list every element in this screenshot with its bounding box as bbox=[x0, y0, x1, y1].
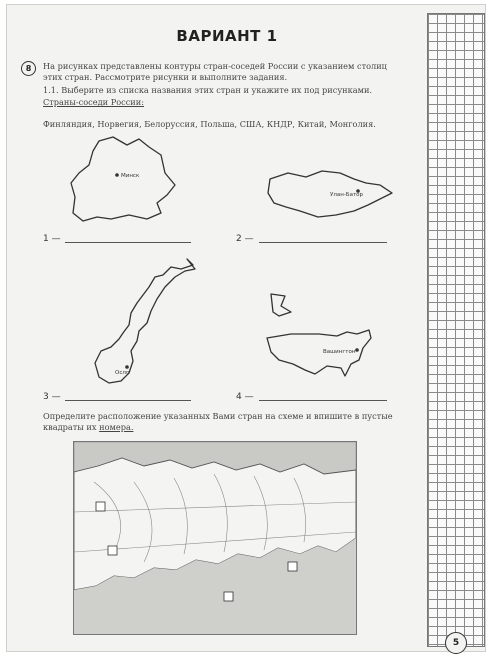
answer-line-4[interactable] bbox=[259, 400, 387, 401]
map-drawing bbox=[74, 442, 356, 634]
capital-washington-label: Вашингтон bbox=[323, 349, 356, 355]
country-outline-1 bbox=[65, 133, 195, 228]
subtask-instruction: 1.1. Выберите из списка названия этих стран и укажите их под рисунками. bbox=[43, 85, 373, 95]
contour-map-russia bbox=[73, 441, 357, 635]
answer-number-2: 2 — bbox=[236, 234, 254, 244]
country-outline-4 bbox=[261, 290, 391, 390]
capital-minsk-label: Минск bbox=[121, 173, 140, 179]
answer-line-3[interactable] bbox=[65, 400, 191, 401]
country-outline-2 bbox=[262, 163, 402, 223]
map-task-line-2-end: номера. bbox=[99, 422, 134, 432]
capital-oslo-label: Осло bbox=[115, 370, 130, 376]
answer-number-1: 1 — bbox=[43, 234, 61, 244]
answer-line-1[interactable] bbox=[65, 242, 191, 243]
workbook-page bbox=[6, 4, 486, 652]
map-task-line-2 bbox=[43, 422, 133, 433]
answer-line-2[interactable] bbox=[259, 242, 387, 243]
task-number-badge: 8 bbox=[21, 61, 36, 76]
answer-number-3: 3 — bbox=[43, 392, 61, 402]
map-task-line-1: Определите расположение указанных Вами стран на схеме и впишите в пустые bbox=[43, 411, 393, 421]
page-title: ВАРИАНТ 1 bbox=[176, 27, 278, 45]
intro-line-1: На рисунках представлены контуры стран-соседей России с указанием столиц bbox=[43, 61, 387, 71]
answer-number-4: 4 — bbox=[236, 392, 254, 402]
capital-ulaanbaatar-label: Улан-Батор bbox=[330, 192, 364, 198]
countries-list-heading: Страны-соседи России: bbox=[43, 97, 144, 107]
graph-paper-margin bbox=[427, 13, 485, 647]
intro-line-2: этих стран. Рассмотрите рисунки и выполните задания. bbox=[43, 72, 288, 82]
map-task-line-2-start: квадраты их bbox=[43, 422, 97, 432]
country-outline-3 bbox=[89, 255, 199, 390]
countries-list: Финляндия, Норвегия, Белоруссия, Польша, США, КНДР, Китай, Монголия. bbox=[43, 119, 376, 129]
page-number: 5 bbox=[445, 632, 467, 654]
